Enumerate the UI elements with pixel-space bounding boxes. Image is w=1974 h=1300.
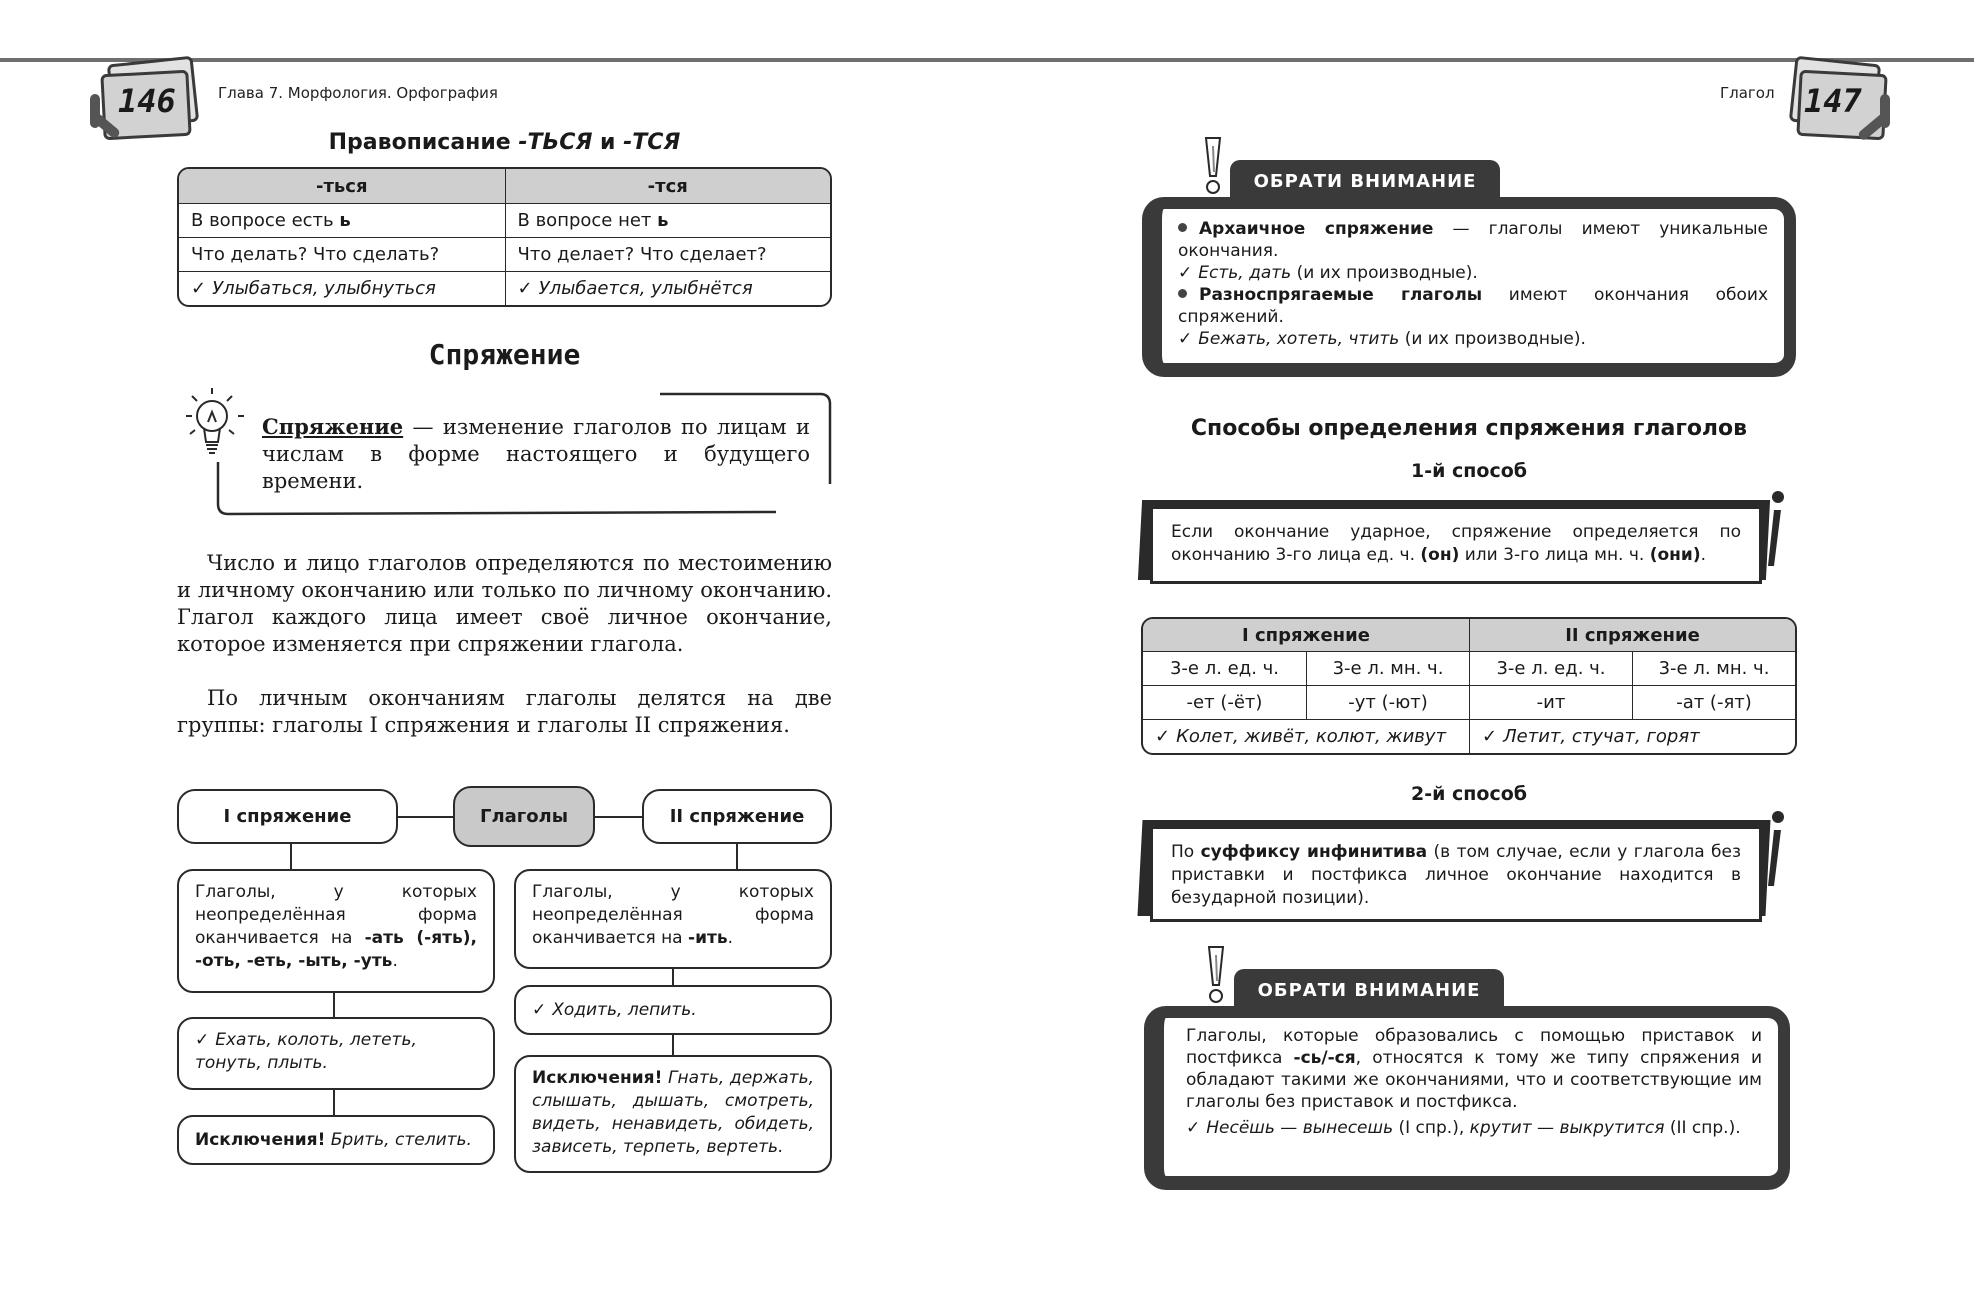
diagram-connector [672, 969, 674, 985]
endings-person-cell: 3-е л. ед. ч. [1469, 652, 1632, 685]
first-conj-description [177, 869, 495, 993]
method-2-box [1150, 826, 1762, 922]
method-2-bold: суффиксу инфинитива [1200, 842, 1428, 862]
method-1-pronoun: (он) [1420, 545, 1460, 565]
method-1-text: . [1700, 545, 1707, 565]
diagram-node-verbs: Глаголы [453, 786, 595, 847]
tsya-header-1: -ться [179, 169, 505, 204]
lightbulb-icon [184, 382, 248, 462]
method-2-text: (в том случае, если у глагола без приставки и постфикса личное окончание находится в безударной позиции). [1171, 842, 1742, 908]
top-rule [0, 58, 1974, 62]
first-conj-examples [177, 1017, 495, 1090]
tsya-cell-bold: ь [657, 210, 669, 231]
diagram-node-first-conjugation: I спряжение [177, 789, 398, 844]
archaic-example: Есть, дать [1198, 263, 1292, 283]
attention-tab-2: ОБРАТИ ВНИМАНИЕ [1234, 969, 1504, 1011]
running-head-right: Глагол [1720, 84, 1775, 102]
second-conj-desc-text: Глаголы, у которых неопределённая форма оканчивается на [532, 882, 814, 948]
attention-tab-1: ОБРАТИ ВНИМАНИЕ [1230, 160, 1500, 202]
tsya-cell: Что делать? Что сделать? [179, 237, 505, 271]
check-icon: ✓ [1178, 329, 1193, 349]
method-2-title: 2-й способ [1410, 783, 1528, 805]
tsya-cell: Что делает? Что сделает? [505, 237, 831, 271]
first-conj-exceptions [177, 1115, 495, 1165]
tsya-example: Улыбается, улыбнётся [538, 278, 753, 299]
ending-cell: -ит [1469, 685, 1632, 719]
tsya-title-mid: и [592, 130, 624, 155]
tsya-title-a: -ТЬСЯ [518, 130, 593, 155]
example-word: Несёшь [1206, 1118, 1275, 1138]
attention-2-text-part: Глаголы, которые образовались с помощью приставок и постфикса [1186, 1026, 1762, 1068]
attention-1-item [1178, 284, 1768, 328]
check-icon: ✓ [1178, 263, 1193, 283]
tsya-cell [179, 271, 505, 305]
tsya-cell [505, 271, 831, 305]
endings-header-first: I спряжение [1143, 619, 1469, 652]
method-1-text: или 3-го лица мн. ч. [1459, 545, 1650, 565]
example-word: крутит [1469, 1118, 1532, 1138]
definition-term: Спряжение [262, 414, 404, 439]
diagram-connector [333, 993, 335, 1017]
endings-header-second: II спряжение [1469, 619, 1795, 652]
second-conj-description [514, 869, 832, 969]
info-i-icon [1764, 490, 1784, 570]
mixed-term: Разноспрягаемые глаголы [1199, 285, 1483, 305]
first-conj-example-text: Ехать, колоть, лететь, тонуть, плыть. [195, 1030, 417, 1073]
attention-2-example [1186, 1117, 1762, 1139]
endings-table [1141, 617, 1797, 755]
endings-example-second: Летит, стучат, горят [1503, 726, 1700, 747]
example-dash: — [1274, 1118, 1303, 1138]
endings-example-cell [1143, 719, 1469, 753]
mixed-text: имеют окончания обоих спряжений. [1178, 285, 1768, 327]
mixed-example-tail: (и их производные). [1399, 329, 1586, 349]
check-icon: ✓ [532, 1000, 547, 1020]
first-conj-endings: -ать (-ять), -оть, -еть, -ыть, -уть [195, 928, 477, 971]
definition-text [262, 413, 810, 495]
exclamation-icon [1203, 945, 1231, 1005]
endings-example-first: Колет, живёт, колют, живут [1176, 726, 1447, 747]
check-icon: ✓ [1155, 726, 1171, 747]
tsya-cell-text: В вопросе есть [191, 210, 340, 231]
tsya-example: Улыбаться, улыбнуться [212, 278, 436, 299]
attention-2-content [1186, 1025, 1762, 1139]
mixed-example: Бежать, хотеть, чтить [1198, 329, 1400, 349]
method-1-text: Если окончание ударное, спряжение определяется по окончанию 3-го лица ед. ч. [1171, 522, 1741, 565]
archaic-term: Архаичное спряжение [1199, 219, 1434, 239]
methods-title: Способы определения спряжения глаголов [1190, 416, 1748, 441]
attention-1-item [1178, 218, 1768, 262]
example-word: выкрутится [1559, 1118, 1665, 1138]
diagram-connector [333, 1090, 335, 1115]
method-1-box [1150, 506, 1762, 584]
attention-2-text [1186, 1025, 1762, 1113]
tsya-title [177, 130, 832, 155]
tsya-header-2: -тся [505, 169, 831, 204]
second-conj-example-text: Ходить, лепить. [552, 1000, 697, 1020]
check-icon: ✓ [195, 1030, 210, 1050]
second-conj-endings: -ить [688, 928, 728, 948]
first-conj-exceptions-text: Брить, стелить. [325, 1130, 472, 1150]
diagram-connector [736, 844, 738, 870]
paragraph-1: Число и лицо глаголов определяются по местоимению и личному окончанию или только по личному окончанию. Глагол каждого лица имеет своё личное окончание, которое изменяется при спряжении глагола. [177, 551, 832, 656]
diagram-connector [290, 844, 292, 870]
archaic-text: — глаголы имеют уникальные окончания. [1178, 219, 1768, 261]
check-icon: ✓ [517, 278, 533, 299]
ending-cell: -ат (-ят) [1632, 685, 1795, 719]
page-number-badge-right [1784, 60, 1894, 150]
running-head-left: Глава 7. Морфология. Орфография [218, 84, 498, 102]
conjugation-title: Спряжение [428, 338, 581, 371]
definition-body: — изменение глаголов по лицам и числам в форме настоящего и будущего времени. [262, 415, 810, 493]
exclamation-icon [1200, 136, 1228, 196]
second-conj-desc-end: . [727, 928, 733, 948]
first-conj-desc-text: Глаголы, у которых неопределённая форма оканчивается на [195, 882, 477, 948]
example-note: (II спр.). [1664, 1118, 1741, 1138]
tsya-table [177, 167, 832, 307]
example-note: (I спр.), [1393, 1118, 1470, 1138]
ending-cell: -ет (-ёт) [1143, 685, 1306, 719]
endings-person-cell: 3-е л. ед. ч. [1169, 658, 1279, 679]
diagram-connector [592, 816, 644, 818]
tsya-cell [505, 204, 831, 237]
attention-1-content [1178, 218, 1768, 350]
paragraph-2: По личным окончаниям глаголы делятся на две группы: глаголы I спряжения и глаголы II спряжения. [177, 686, 832, 737]
diagram-connector [672, 1035, 674, 1055]
first-conj-desc-end: . [392, 951, 398, 971]
check-icon: ✓ [1482, 726, 1498, 747]
attention-1-example [1178, 328, 1768, 350]
ending-cell: -ут (-ют) [1306, 685, 1469, 719]
endings-example-cell [1469, 719, 1795, 753]
tsya-cell [179, 204, 505, 237]
tsya-cell-text: В вопросе нет [517, 210, 658, 231]
tsya-cell-bold: ь [339, 210, 351, 231]
second-conj-exceptions [514, 1055, 832, 1173]
info-i-icon [1764, 810, 1784, 890]
tsya-title-prefix: Правописание [328, 130, 519, 155]
bullet-icon [1178, 289, 1187, 298]
example-word: вынесешь [1302, 1118, 1394, 1138]
method-2-text: По [1171, 842, 1201, 862]
check-icon: ✓ [1186, 1118, 1201, 1138]
bullet-icon [1178, 223, 1187, 232]
tsya-title-b: -ТСЯ [623, 130, 681, 155]
page-number-right: 147 [1804, 82, 1862, 120]
example-dash: — [1531, 1118, 1560, 1138]
method-1-title: 1-й способ [1410, 460, 1528, 482]
diagram-node-second-conjugation: II спряжение [642, 789, 832, 844]
second-conj-examples [514, 985, 832, 1035]
endings-person-cell: 3-е л. мн. ч. [1306, 652, 1469, 685]
attention-1-example [1178, 262, 1768, 284]
archaic-example-tail: (и их производные). [1291, 263, 1478, 283]
attention-2-text-part: , относятся к тому же типу спряжения и обладают такими же окончаниями, что и соответствующие им глаголы без приставок и постфикса. [1186, 1048, 1762, 1112]
check-icon: ✓ [191, 278, 207, 299]
attention-2-postfix: -сь/-ся [1293, 1048, 1356, 1068]
endings-person-cell: 3-е л. мн. ч. [1632, 652, 1795, 685]
method-1-pronoun: (они) [1649, 545, 1701, 565]
exceptions-label: Исключения! [195, 1130, 326, 1150]
second-conj-exceptions-text: Гнать, держать, слышать, дышать, смотреть, видеть, ненавидеть, обидеть, зависеть, терпеть, вертеть. [532, 1068, 814, 1157]
exceptions-label: Исключения! [532, 1068, 663, 1088]
page-number-left: 146 [118, 82, 176, 120]
